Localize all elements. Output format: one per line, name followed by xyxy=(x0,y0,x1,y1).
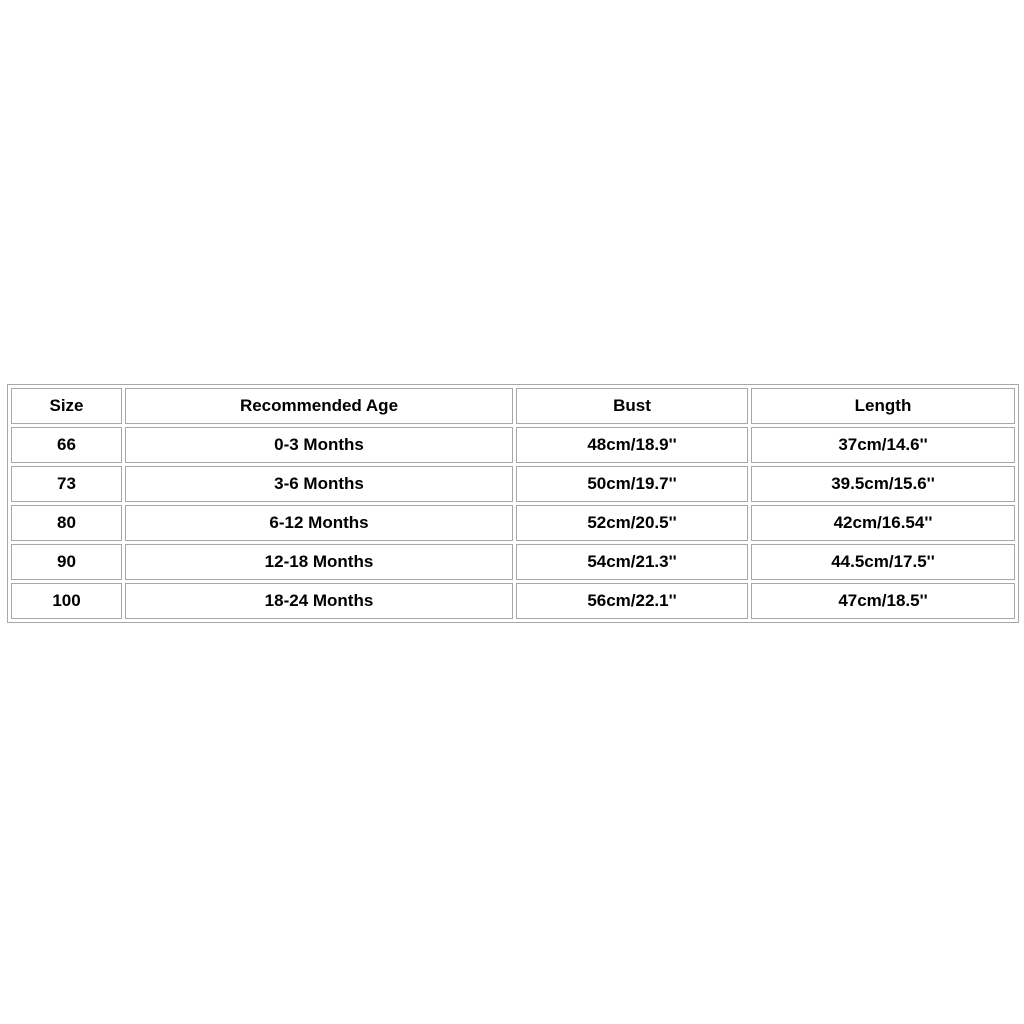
table-row xyxy=(11,583,1015,619)
cell-length: 39.5cm/15.6'' xyxy=(751,466,1015,502)
cell-size: 100 xyxy=(11,583,122,619)
cell-size: 66 xyxy=(11,427,122,463)
size-chart-table xyxy=(7,384,1019,623)
cell-length: 44.5cm/17.5'' xyxy=(751,544,1015,580)
header-size: Size xyxy=(11,388,122,424)
cell-bust: 52cm/20.5'' xyxy=(516,505,748,541)
cell-recommended-age: 6-12 Months xyxy=(125,505,513,541)
cell-length: 42cm/16.54'' xyxy=(751,505,1015,541)
cell-bust: 56cm/22.1'' xyxy=(516,583,748,619)
table-row xyxy=(11,427,1015,463)
cell-recommended-age: 3-6 Months xyxy=(125,466,513,502)
table-row xyxy=(11,466,1015,502)
cell-bust: 54cm/21.3'' xyxy=(516,544,748,580)
cell-recommended-age: 12-18 Months xyxy=(125,544,513,580)
cell-bust: 48cm/18.9'' xyxy=(516,427,748,463)
table-row xyxy=(11,505,1015,541)
cell-length: 37cm/14.6'' xyxy=(751,427,1015,463)
cell-recommended-age: 0-3 Months xyxy=(125,427,513,463)
cell-size: 73 xyxy=(11,466,122,502)
header-bust: Bust xyxy=(516,388,748,424)
table-row xyxy=(11,544,1015,580)
cell-size: 90 xyxy=(11,544,122,580)
header-length: Length xyxy=(751,388,1015,424)
cell-size: 80 xyxy=(11,505,122,541)
cell-length: 47cm/18.5'' xyxy=(751,583,1015,619)
cell-bust: 50cm/19.7'' xyxy=(516,466,748,502)
table-header-row xyxy=(11,388,1015,424)
header-recommended-age: Recommended Age xyxy=(125,388,513,424)
cell-recommended-age: 18-24 Months xyxy=(125,583,513,619)
